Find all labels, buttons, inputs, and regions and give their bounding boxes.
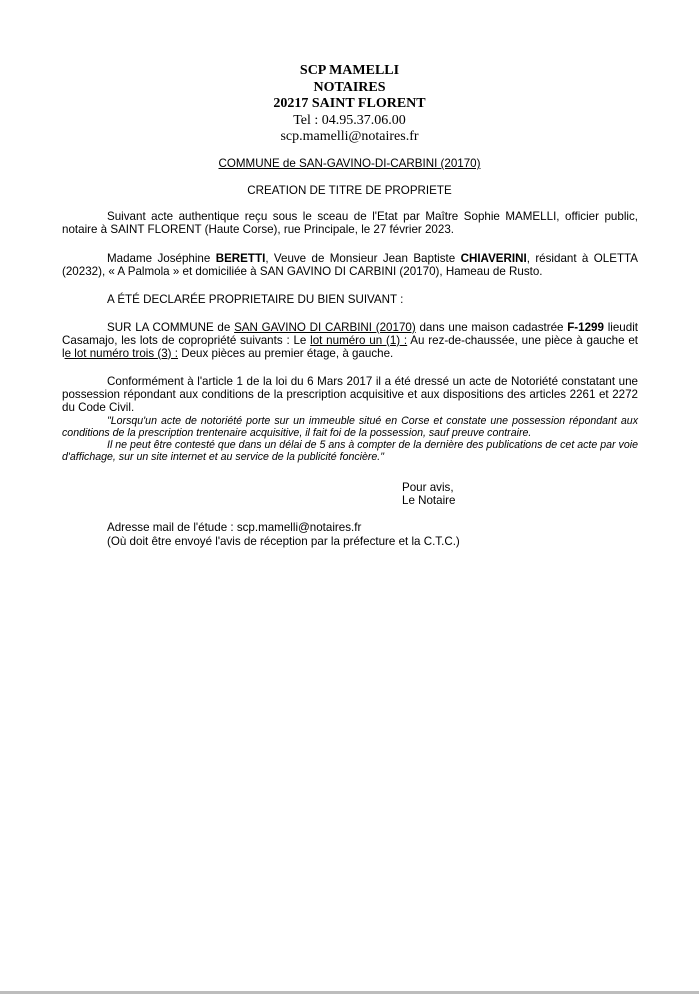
owner-surname: BERETTI [215, 252, 266, 265]
document-title: CREATION DE TITRE DE PROPRIETE [247, 184, 452, 197]
property-text: SUR LA COMMUNE de [107, 321, 235, 334]
signature-line-1: Pour avis, [402, 481, 454, 494]
quote-law-2: Il ne peut être contesté que dans un délai de 5 ans à compter de la dernière des publications de cet acte par voie d'affichage, sur un site internet et au service de la publicité foncière." [62, 439, 638, 463]
footer-email-line: Adresse mail de l'étude : scp.mamelli@notaires.fr [107, 521, 362, 534]
signature-block [402, 481, 456, 507]
paragraph-owner [62, 253, 638, 279]
paragraph-deed: Suivant acte authentique reçu sous le sceau de l'Etat par Maître Sophie MAMELLI, officier public, notaire à SAINT FLORENT (Haute Corse), rue Principale, le 27 février 2023. [62, 210, 638, 236]
cadastre-reference: F-1299 [567, 321, 604, 334]
signature-line-2: Le Notaire [402, 494, 456, 508]
paragraph-notoriety: Conformément à l'article 1 de la loi du 6 Mars 2017 il a été dressé un acte de Notoriété constatant une possession répondant aux conditions de la prescription acquisitive et aux dispositions des articles 2261 et 2272 du Code Civil. [62, 375, 638, 414]
spouse-surname: CHIAVERINI [460, 252, 527, 265]
paragraph-property [62, 322, 638, 360]
property-text: dans une maison cadastrée [415, 321, 568, 334]
footer-contact [107, 521, 460, 548]
quote-law-1: "Lorsqu'un acte de notoriété porte sur un immeuble situé en Corse et constate une possession répondant aux conditions de la prescription trentenaire acquisitive, il fait foi de la possession, sauf preuve contraire. [62, 415, 638, 439]
property-text: lieudit Casamajo, les lots de copropriété suivants : Le [62, 321, 638, 347]
property-text: Au rez-de-chaussée, une pièce à gauche et l [62, 333, 638, 360]
commune-title: COMMUNE de SAN-GAVINO-DI-CARBINI (20170) [218, 157, 481, 170]
firm-email: scp.mamelli@notaires.fr [280, 129, 419, 144]
owner-text: , Veuve de Monsieur Jean Baptiste [265, 252, 461, 265]
lot-one: lot numéro un (1) : [310, 333, 408, 347]
property-text: Deux pièces au premier étage, à gauche. [177, 346, 394, 360]
property-commune: SAN GAVINO DI CARBINI (20170) [234, 321, 416, 334]
owner-text: Madame Joséphine [107, 252, 216, 265]
footer-note-line: (Où doit être envoyé l'avis de réception par la préfecture et la C.T.C.) [107, 534, 460, 548]
firm-phone: Tel : 04.95.37.06.00 [293, 112, 406, 128]
letterhead [0, 63, 699, 146]
owner-text: , résidant à OLETTA (20232), « A Palmola » et domiciliée à SAN GAVINO DI CARBINI (20170), Hameau de Rusto. [62, 252, 638, 278]
paragraph-declaration: A ÉTÉ DECLARÉE PROPRIETAIRE DU BIEN SUIVANT : [107, 293, 404, 306]
firm-city: 20217 SAINT FLORENT [273, 96, 426, 111]
firm-name: SCP MAMELLI [299, 63, 400, 78]
lot-three: e lot numéro trois (3) : [64, 346, 178, 360]
firm-profession: NOTAIRES [313, 79, 386, 95]
